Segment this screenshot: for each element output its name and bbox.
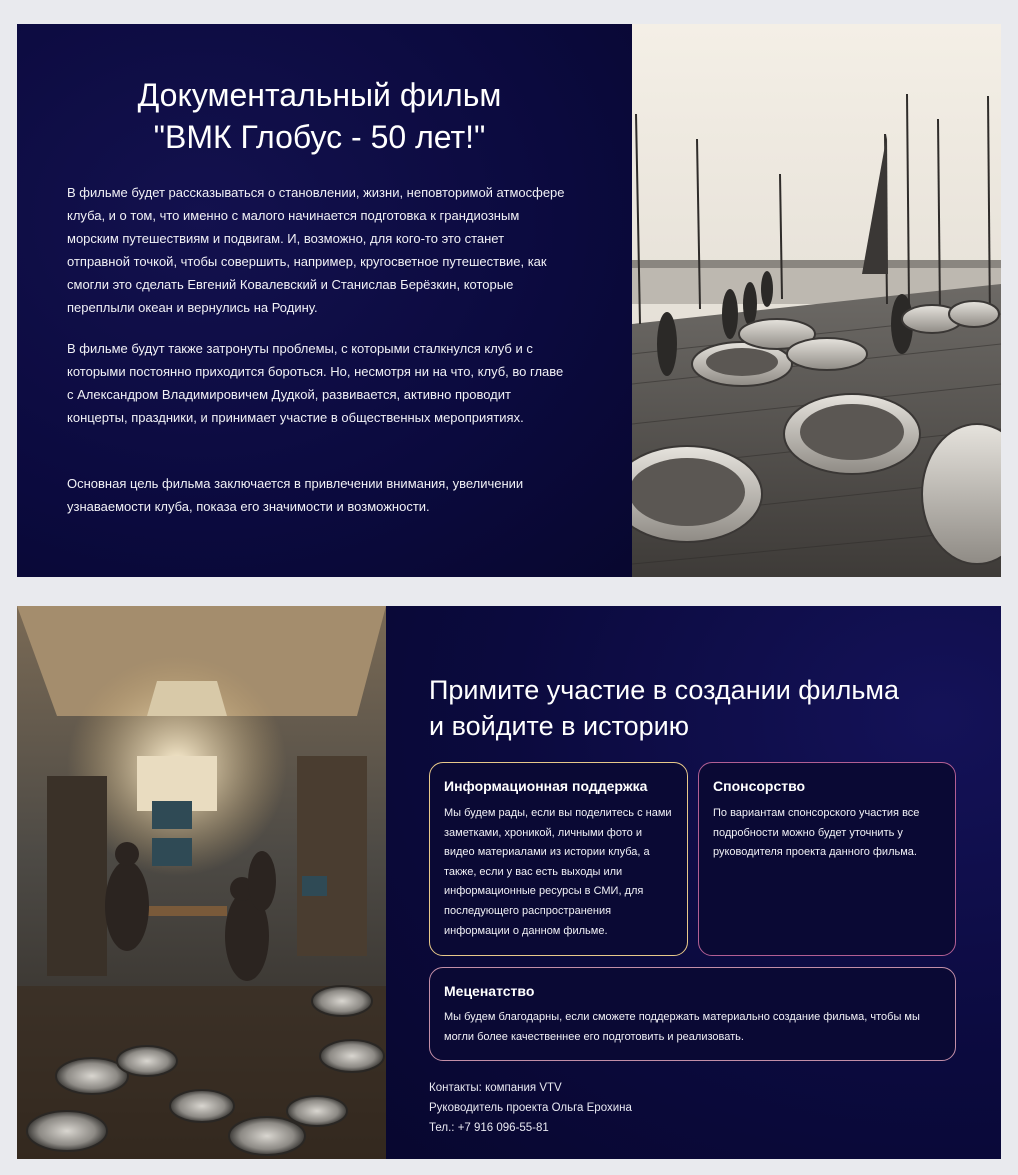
participation-panel [386, 606, 1001, 1159]
film-studio-photo [17, 606, 386, 1159]
sponsorship-title: Спонсорство [713, 778, 806, 794]
patronage-text: Мы будем благодарны, если сможете поддержать материально создание фильма, чтобы мы могли более качественнее его подготовить и реализовать. [444, 1011, 920, 1043]
contacts-company: Контакты: компания VTV [429, 1082, 562, 1094]
contacts-block [429, 1078, 632, 1138]
slide-documentary-film [17, 24, 1001, 577]
info-support-text: Мы будем рады, если вы поделитесь с нами заметками, хроникой, личными фото и видео материалами из истории клуба, а также, если у вас есть выходы или информационные ресурсы в СМИ, для последующего распространения информации о данном фильме. [444, 807, 672, 937]
slide1-title-line2: "ВМК Глобус - 50 лет!" [153, 119, 486, 155]
paragraph-film-story: В фильме будет рассказываться о становлении, жизни, неповторимой атмосфере клуба, и о том, что именно с малого начинается подготовка к грандиозным морским путешествиям и подвигам. И, возможно, для кого-то это станет отправной точкой, чтобы совершить, например, кругосветное путешествие, как смогли это сделать Евгений Ковалевский и Станислав Берёзкин, которые переплыли океан и вернулись на Родину. [67, 185, 565, 315]
info-support-card [429, 762, 688, 956]
participation-title-line2: и войдите в историю [429, 711, 689, 741]
paragraph-club-problems: В фильме будут также затронуты проблемы, с которыми сталкнулся клуб и с которыми постоянно приходится бороться. Но, несмотря ни на что, клуб, во главе с Александром Владимировичем Дудкой, развивается, активно проводит концерты, праздники, и принимает участие в общественных мероприятиях. [67, 341, 564, 425]
slide1-text-panel [17, 24, 632, 577]
contacts-phone[interactable]: Тел.: +7 916 096-55-81 [429, 1122, 549, 1134]
paragraph-film-goal: Основная цель фильма заключается в привлечении внимания, увеличении узнаваемости клуба, показа его значимости и возможности. [67, 476, 524, 514]
slide-participation [17, 606, 1001, 1159]
contacts-manager: Руководитель проекта Ольга Ерохина [429, 1102, 632, 1114]
sponsorship-text: По вариантам спонсорского участия все подробности можно будет уточнить у руководителя проекта данного фильма. [713, 807, 920, 859]
slide1-title [57, 74, 582, 158]
info-support-title: Информационная поддержка [444, 778, 648, 794]
slide1-title-line1: Документальный фильм [137, 77, 502, 113]
patronage-title: Меценатство [444, 983, 535, 999]
sponsorship-card [698, 762, 956, 956]
boats-pier-photo [632, 24, 1001, 577]
patronage-card [429, 967, 956, 1061]
participation-title [429, 672, 969, 744]
participation-title-line1: Примите участие в создании фильма [429, 675, 899, 705]
